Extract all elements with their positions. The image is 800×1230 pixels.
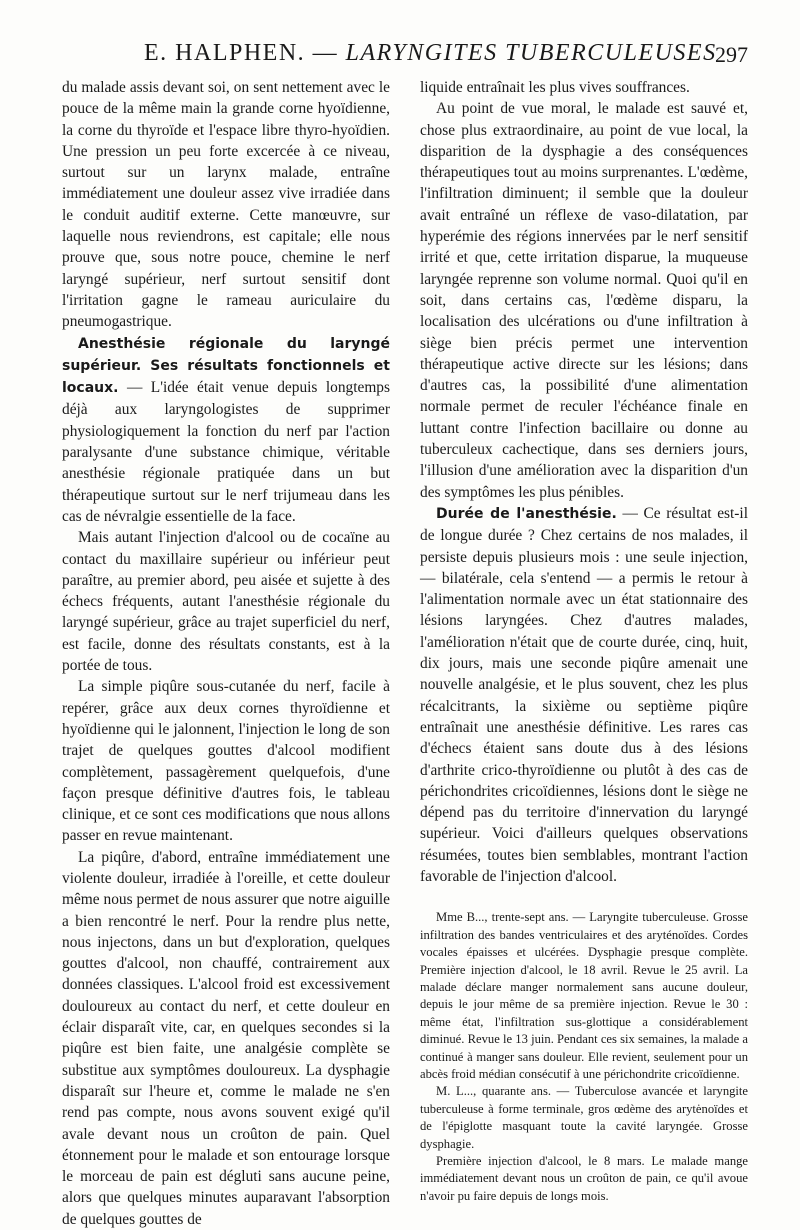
paragraph: Au point de vue moral, le malade est sauvé et, chose plus extraordinaire, au point de vue local, la disparition de la dysphagie a des conséquences thérapeutiques tout au moins surprenantes. L'œdème, l'infiltration diminuent; il semble que la douleur avait entraîné un réflexe de vaso-dilatation, par hyperémie des régions innervées par le nerf sensitif irrité et que, cette irritation disparue, la muqueuse laryngée reprenne son volume normal. Quoi qu'il en soit, dans certains cas, l'œdème disparu, la localisation des ulcérations ou d'une infiltration à siège bien précis permet une intervention thérapeutique active directe sur les lésions; dans d'autres cas, la possibilité d'une alimentation normale permet de reculer l'échéance finale en luttant contre l'infection bacillaire ou donne au tuberculeux cachectique, dans ses derniers jours, l'illusion d'une amélioration avec la disparition d'un des symptômes les plus pénibles. [420, 100, 748, 501]
header-dash: — [305, 40, 346, 66]
section-paragraph [62, 333, 390, 528]
section-paragraph [420, 503, 748, 887]
running-header [62, 40, 748, 74]
section-text: — L'idée était venue depuis longtemps déjà aux laryngologistes de supprimer physiologiquement la fonction du nerf par l'action paralysante d'une substance chimique, véritable anesthésie régionale pratiquée dans un but thérapeutique surtout sur le nerf trijumeau dans les cas de névralgie essentielle de la face. [62, 379, 390, 525]
running-title [144, 40, 717, 67]
observation-subject: Mme B..., [436, 910, 492, 925]
paragraph: liquide entraînait les plus vives souffrances. [420, 79, 690, 96]
header-author: E. HALPHEN. [144, 40, 306, 66]
paragraph: La piqûre, d'abord, entraîne immédiatement une violente douleur, irradiée à l'oreille, et cette douleur même nous permet de nous assurer que notre aiguille a bien rencontré le nerf. Pour la rendre plus nette, nous injectons, dans un but d'exploration, quelques gouttes d'alcool, non chauffé, contrairement aux données classiques. L'alcool froid est excessivement douloureux au contact du nerf, et cette douleur en éclair disparaît vite, car, en quelques secondes si la piqûre est bien faite, une analgésie complète se substitue aux symptômes douloureux. La dysphagie disparaît sur l'heure et, comme le malade ne s'en rend pas compte, nous avons souvent exigé qu'il avale devant nous un croûton de pain. Quel étonnement pour le malade et son entourage lorsque le morceau de pain est dégluti sans aucune peine, alors que quelques minutes auparavant l'absorption de quelques gouttes de [62, 848, 390, 1228]
paragraph: Mais autant l'injection d'alcool ou de cocaïne au contact du maxillaire supérieur ou inférieur peut paraître, au premier abord, peu aisée et sujette à des échecs fréquents, autant l'anesthésie régionale du laryngé supérieur, grâce au trajet superficiel du nerf, est facile, donne des résultats constants, est à la portée de tous. [62, 529, 390, 675]
observation: M. L..., quarante ans. — Tuberculose avancée et laryngite tuberculeuse à forme terminale, gros œdème des arytėnoïdes et de l'épiglotte masquant toute la cavité laryngée. Grosse dysphagie. [420, 1084, 748, 1151]
paragraph: du malade assis devant soi, on sent nettement avec le pouce de la même main la grande corne hyoïdienne, la corne du thyroïde et l'espace libre thyro-hyoïdien. Une pression un peu forte excercée à ce niveau, surtout sur un larynx malade, entraîne immédiatement une douleur assez vive irradiée dans le conduit auditif externe. Cette manœuvre, sur laquelle nous reviendrons, est capitale; elle nous prouve que, sous notre pouce, chemine le nerf laryngé supérieur, nerf surtout sensitif dont l'irritation gagne le rameau auriculaire du pneumogastrique. [62, 79, 390, 331]
paragraph: La simple piqûre sous-cutanée du nerf, facile à repérer, grâce aux deux cornes thyroïdienne et hyoïdienne qui le jalonnent, l'injection le long de son trajet de quelques gouttes d'alcool modifient complètement, passagèrement quelquefois, d'une façon presque définitive d'autres fois, le tableau clinique, et ce sont ces modifications que nous allons passer en revue maintenant. [62, 678, 390, 845]
section-heading: Durée de l'anesthésie. [436, 505, 617, 522]
observation [420, 909, 748, 1083]
observations-block [420, 909, 748, 1205]
observation-text: trente-sept ans. — Laryngite tuberculeuse. Grosse infiltration des bandes ventriculaires et des aryténoïdes. Cordes vocales épaisses et ulcérées. Dysphagie presque complète. Première injection d'alcool, le 18 avril. Revue le 25 avril. La malade déclare manger normalement sans aucune douleur, depuis le jour même de sa première injection. Revue le 30 : même état, l'infiltration sus-glottique a considérablement diminué. Revue le 13 juin. Pendant ces six semaines, la malade a continué à manger sans douleur. Elle revient, seulement pour un abcès froid médian consécutif à une périchondrite cricoïdienne. [420, 910, 749, 1081]
section-text: — Ce résultat est-il de longue durée ? Chez certains de nos malades, il persiste depuis plusieurs mois : une seule injection, — bilatérale, cela s'entend — a permis le retour à l'alimentation normale avec un état stationnaire des lésions laryngées. Chez d'autres malades, l'amélioration n'était que de courte durée, cinq, huit, dix jours, mais une seconde piqûre amenait une nouvelle analgésie, et le plus souvent, chez les plus récalcitrants, la sixième ou septième piqûre entraînait une anesthésie définitive. Les rares cas d'échecs étaient sans doute dus à des lésions d'arthrite crico-thyroïdienne ou plutôt à des cas de périchondrites cricoïdiennes, lésions dont le siège ne dépend pas du territoire d'innervation du laryngé supérieur. Voici d'ailleurs quelques observations résumées, toutes bien semblables, montrant l'action favorable de l'injection d'alcool. [420, 504, 748, 885]
header-subject: LARYNGITES TUBERCULEUSES [345, 40, 717, 66]
left-column [62, 77, 390, 1230]
section-heading: Anesthésie régionale du laryngé supérieur. Ses résultats fonctionnels et locaux. [62, 335, 390, 397]
observation: Première injection d'alcool, le 8 mars. Le malade mange immédiatement devant nous un croûton de pain, ce qu'il avoue n'avoir pu faire depuis de longs mois. [420, 1153, 748, 1203]
right-column [420, 77, 748, 1205]
page-number: 297 [715, 42, 748, 67]
